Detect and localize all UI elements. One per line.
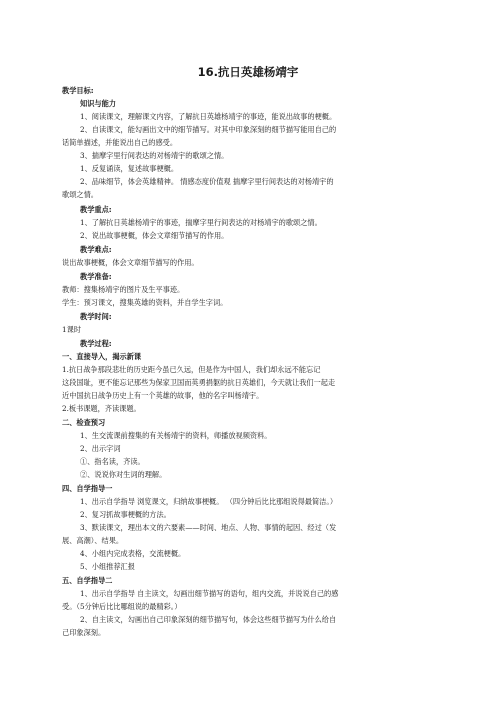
text-line: 2、说出故事梗概，体会文章细节描写的作用。	[80, 231, 229, 240]
text-line: 歌颂之情。	[62, 190, 98, 199]
text-line: 2、出示字词	[80, 444, 121, 453]
text-line: 展、高潮）、结果。	[62, 536, 124, 545]
text-line: 2.板书课题，齐读课题。	[62, 404, 141, 413]
text-line: 教师：搜集杨靖宇的图片及生平事迹。	[62, 285, 185, 294]
text-line: 4、小组内完成表格，交流梗概。	[80, 549, 186, 558]
text-line: 1.抗日战争那段悲壮的历史距今虽已久远，但是作为中国人，我们却永远不能忘记	[62, 365, 321, 374]
heading-teaching-goals: 教学目标:	[62, 86, 94, 95]
text-line: 1、生交流课前搜集的有关杨靖宇的资料，师播放视频资料。	[80, 431, 272, 440]
section-heading-2: 二、检查预习	[62, 418, 106, 427]
section-heading-1: 一、直接导入，揭示新课	[62, 352, 142, 361]
text-line: 1、阅读课文，理解课文内容，了解抗日英雄杨靖宇的事迹，能说出故事的梗概。	[80, 112, 337, 121]
text-line: 5、小组推荐汇报	[80, 562, 135, 571]
text-line: 1、了解抗日英雄杨靖宇的事迹，揣摩字里行间表达的对杨靖宇的歌颂之情。	[80, 218, 322, 227]
text-line: 2、品味细节，体会英雄精神。 情感态度价值观 揣摩字里行间表达的对杨靖宇的	[80, 177, 334, 186]
heading-difficulties: 教学难点:	[80, 245, 112, 254]
text-line: 话简单描述，并能说出自己的感受。	[62, 138, 178, 147]
text-line: 3、揣摩字里行间表达的对杨靖宇的歌颂之情。	[80, 151, 229, 160]
text-line: 1、反复诵读，复述故事梗概。	[80, 164, 179, 173]
text-line: 1、出示自学指导 浏览课文，归纳故事梗概。 （四分钟后比比那组说得最简洁。）	[80, 497, 338, 506]
subheading-knowledge: 知识与能力	[80, 99, 116, 108]
text-line: 受。（5分钟后比比哪组说的最精彩。）	[62, 602, 182, 611]
text-line: 2、自读课文，能勾画出文中的细节描写。对其中印象深刻的细节描写能用自己的	[80, 125, 337, 134]
section-heading-4: 四、自学指导一	[62, 484, 113, 493]
text-line: 2、自主读文，勾画出自己印象深刻的细节描写句，体会这些细节描写为什么给自	[80, 615, 337, 624]
doc-title: 16.抗日英雄杨靖宇	[197, 65, 299, 79]
heading-teaching-time: 教学时间:	[80, 312, 112, 321]
heading-preparation: 教学准备:	[80, 272, 112, 281]
text-line: 3、默读课文，理出本文的六要素——时间、地点、人物、事情的起因、经过（发	[80, 523, 337, 532]
text-line: ②、说说你对生词的理解。	[80, 470, 167, 479]
text-line: 2、复习抓故事梗概的方法。	[80, 510, 171, 519]
text-line: ①、指名读，齐读。	[80, 457, 145, 466]
text-line: 近中国抗日战争历史上有一个英雄的故事，他的名字叫杨靖宇。	[62, 391, 264, 400]
text-line: 学生：预习课文，搜集英雄的资料，并自学生字词。	[62, 298, 228, 307]
heading-teaching-process: 教学过程:	[80, 339, 112, 348]
text-line: 1、出示自学指导 自主读文，勾画出细节描写的语句，组内交流，并说说自己的感	[80, 589, 339, 598]
text-line: 己印象深刻。	[62, 628, 106, 637]
text-line: 这段国耻，更不能忘记那些为保家卫国而英勇捐躯的抗日英雄们，今天就让我们一起走	[62, 378, 336, 387]
section-heading-5: 五、自学指导二	[62, 576, 113, 585]
heading-key-points: 教学重点:	[80, 205, 112, 214]
text-line: 1课时	[62, 325, 81, 334]
text-line: 说出故事梗概，体会文章细节描写的作用。	[62, 258, 199, 267]
